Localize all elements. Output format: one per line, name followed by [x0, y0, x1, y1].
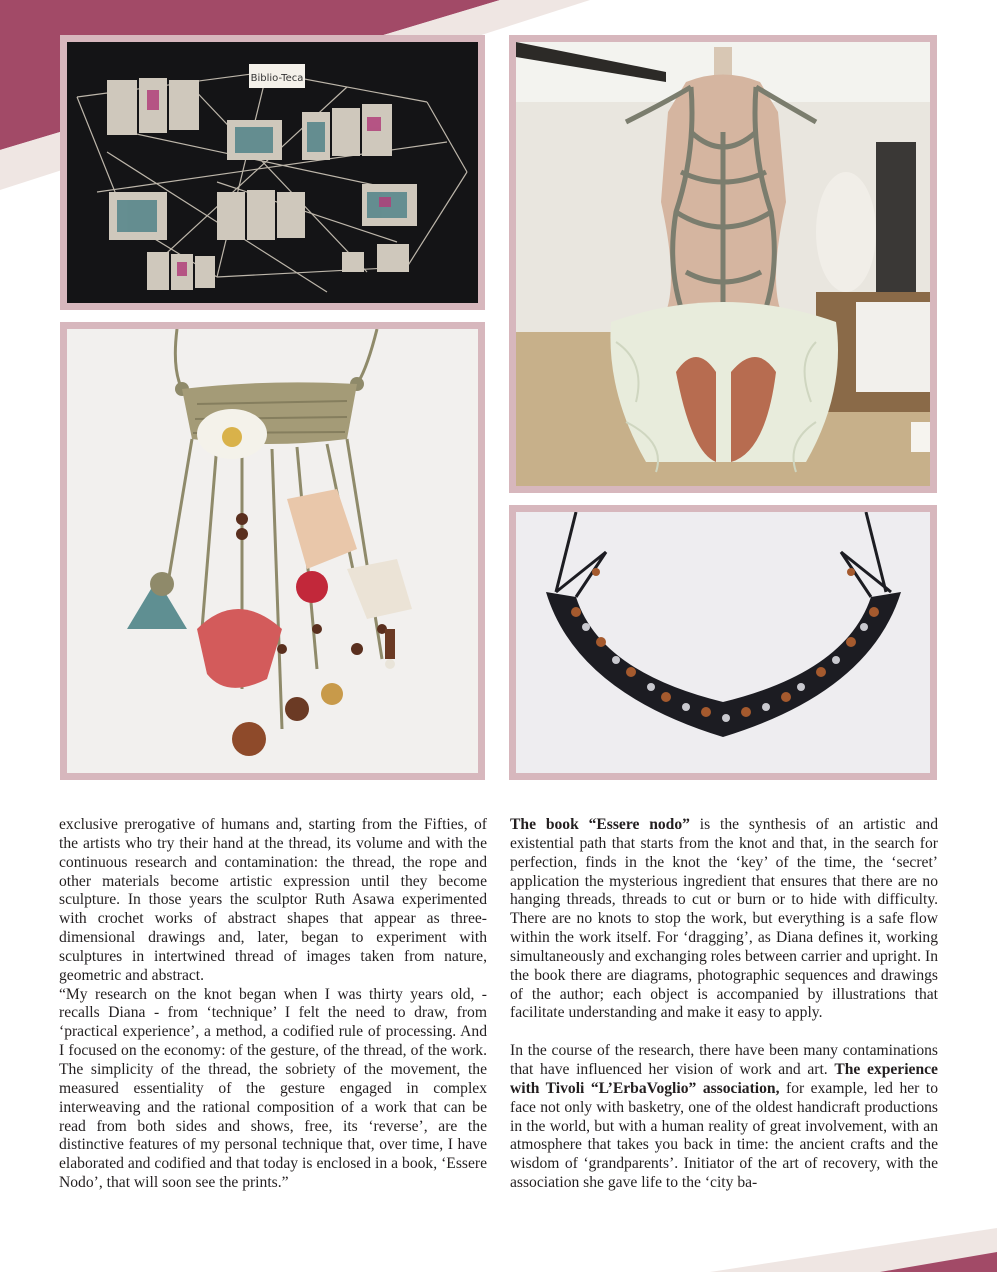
photo-pendant-frame — [60, 322, 485, 780]
right-paragraph-2-start: In the course of the research, there have been many contaminations that have influenced her vision of work and art. — [510, 1042, 938, 1078]
left-paragraph-2: “My research on the knot began when I was thirty years old, - recalls Diana - from ‘technique’ I felt the need to draw, from ‘practical experience’, a method, a codified rule of processing. And I focused on the economy: of the gesture, of the thread, of the work. The simplicity of the thread, the sobriety of the movement, the measured essentiality of the gesture engaged in complex interweaving and the rational composition of a work that can be read from both sides and shows, free, its ‘reverse’, are the distinctive features of my personal technique that, over time, I have elaborated and codified and that today is enclosed in a book, ‘Essere Nodo’, that will soon see the prints.” — [59, 985, 487, 1192]
photo-collar — [516, 512, 930, 773]
right-paragraph-1-text: is the synthesis of an artistic and existential path that starts from the knot and that, in the search for perfection, finds in the knot the ‘key’ of the time, the ‘secret’ application the mysterious ingredient that ensures that there are no hanging threads, threads to cut or burn or to hide with difficulty. There are no knots to stop the work, but everything is a safe flow within the work itself. For ‘dragging’, as Diana defines it, working simultaneously and exchanging roles between carrier and upright. In the book there are diagrams, photographic sequences and drawings of the author; each object is accompanied by illustrations that facilitate understanding and make it easy to apply. — [510, 816, 938, 1022]
photo-biblioteca — [67, 42, 478, 303]
photo-biblioteca-frame — [60, 35, 485, 310]
left-paragraph-1: exclusive prerogative of humans and, starting from the Fifties, of the artists who try their hand at the thread, its volume and with the continuous research and contamination: the thread, the rope and other materials become artistic expression until they become sculpture. In those years the sculptor Ruth Asawa experimented with crochet works of abstract shapes that appear as three-dimensional drawings and, later, began to experiment with sculptures in intertwined thread of images taken from nature, geometric and abstract. — [59, 816, 487, 984]
biblioteca-tag-label: Biblio-Teca — [250, 73, 304, 84]
photo-dress — [516, 42, 930, 486]
right-paragraph-2-text: for example, led her to face not only with basketry, one of the oldest handicraft productions in the world, but with a human reality of great involvement, with an atmosphere that takes you back in time: the ancient crafts and the wisdom of ‘grandparents’. Initiator of the art of recovery, with the association she gave life to the ‘city ba- — [510, 1079, 938, 1192]
book-title-lead: The book “Essere nodo” — [510, 816, 690, 833]
left-text-column — [59, 816, 487, 1193]
photo-pendant — [67, 329, 478, 773]
right-paragraph-2 — [510, 1042, 938, 1193]
photo-dress-frame — [509, 35, 937, 493]
right-paragraph-1 — [510, 816, 938, 1023]
right-text-column — [510, 816, 938, 1193]
tivoli-experience-lead: The experience with Tivoli “L’ErbaVoglio” association, — [510, 1060, 938, 1097]
photo-collar-frame — [509, 505, 937, 780]
